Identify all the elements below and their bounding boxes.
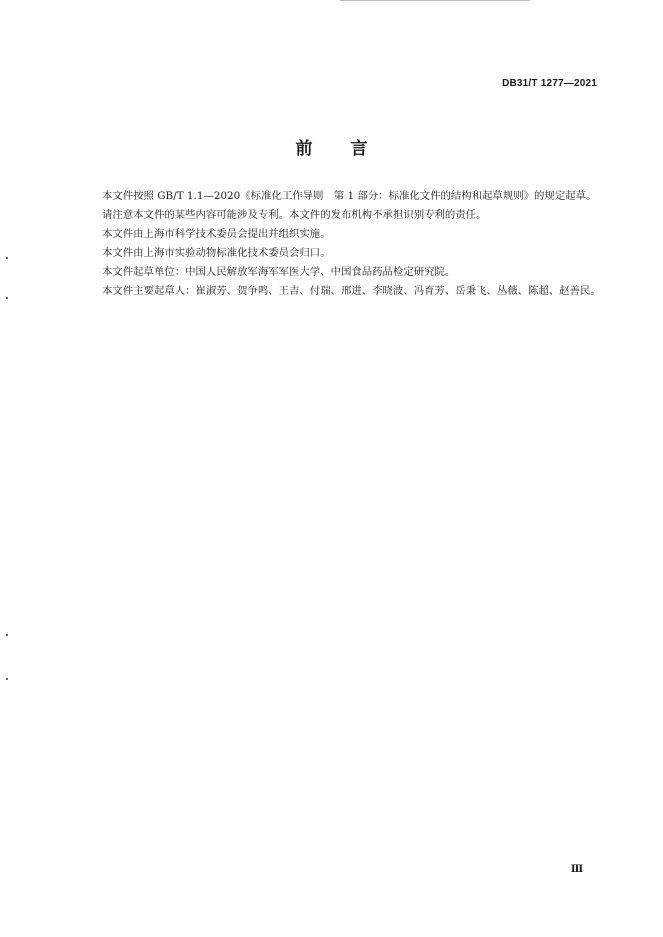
paragraph-drafting-basis: 本文件按照 GB/T 1.1—2020《标准化工作导则 第 1 部分：标准化文件的结构和起草规则》的规定起草。 <box>102 190 597 202</box>
binding-hole-mark <box>6 257 8 259</box>
scan-top-rule <box>340 0 530 1</box>
paragraph-administrator: 本文件由上海市实验动物标准化技术委员会归口。 <box>102 247 331 259</box>
foreword-body <box>82 187 602 301</box>
section-title: 前言 <box>295 139 406 159</box>
paragraph-drafters: 本文件主要起草人：崔淑芳、贺争鸣、王吉、付瑞、邢进、李晓波、冯育芳、岳秉飞、丛薇、陈超、赵善民。 <box>102 285 601 297</box>
document-code: DB31/T 1277—2021 <box>502 78 597 89</box>
paragraph-drafting-units: 本文件起草单位：中国人民解放军海军军医大学、中国食品药品检定研究院。 <box>102 266 456 278</box>
binding-hole-mark <box>6 634 8 636</box>
paragraph-patent-notice: 请注意本文件的某些内容可能涉及专利。本文件的发布机构不承担识别专利的责任。 <box>102 209 487 221</box>
paragraph-proposer: 本文件由上海市科学技术委员会提出并组织实施。 <box>102 228 331 240</box>
page-number: Ⅲ <box>570 864 583 875</box>
binding-hole-mark <box>6 678 8 680</box>
binding-hole-mark <box>6 297 8 299</box>
